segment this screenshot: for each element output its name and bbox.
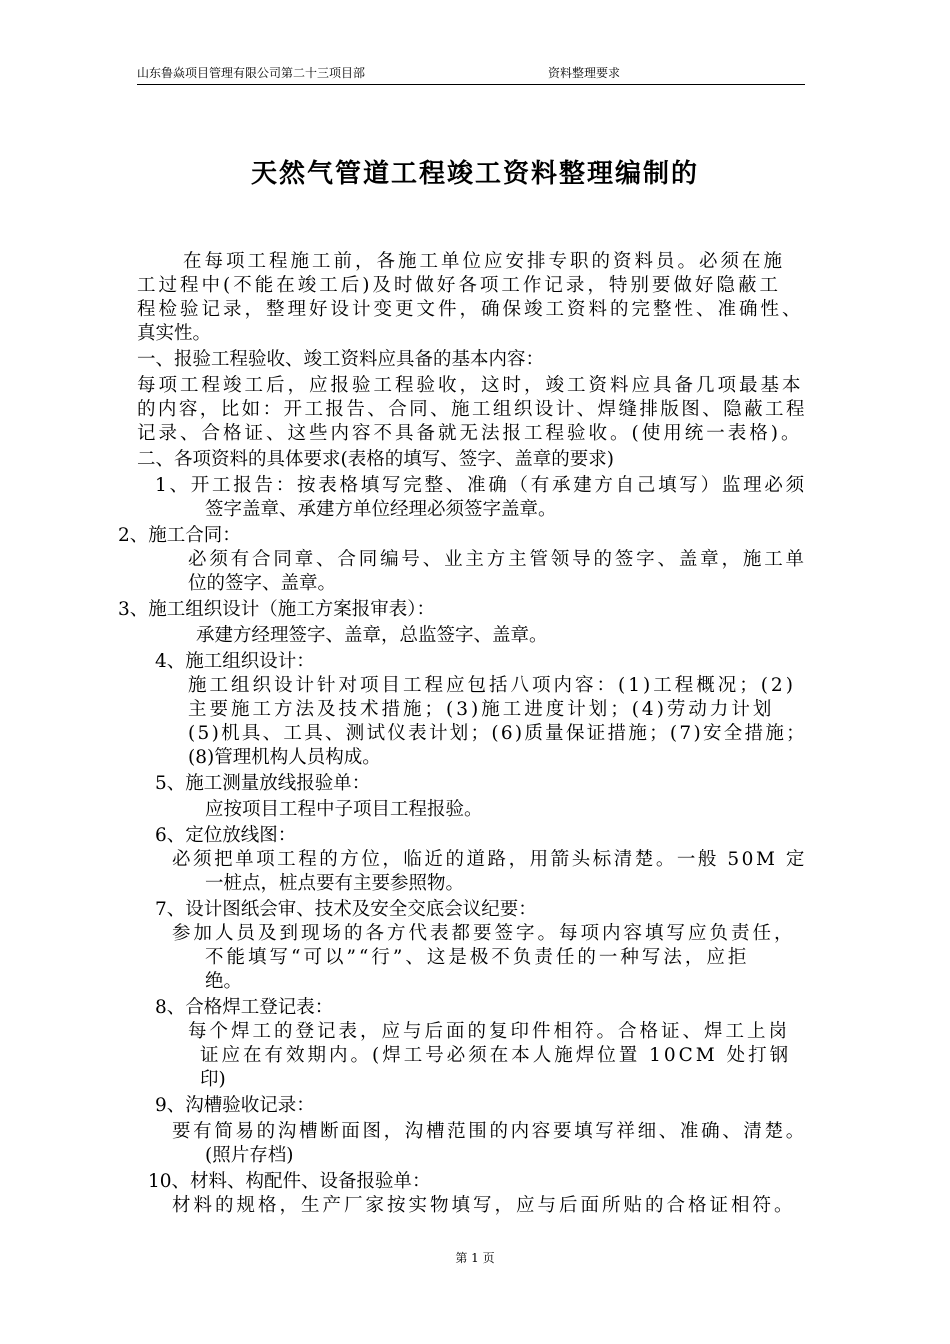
item-heading: 5、施工测量放线报验单： xyxy=(155,773,371,794)
text-line: 应按项目工程中子项目工程报验。 xyxy=(205,799,483,820)
text-line: 签字盖章、承建方单位经理必须签字盖章。 xyxy=(205,499,557,520)
item-heading: 4、施工组织设计： xyxy=(155,651,315,672)
text-line: 真实性。 xyxy=(137,323,212,344)
text-line: 一桩点，桩点要有主要参照物。 xyxy=(205,873,465,894)
text-line: 不能填写“可以”“行”、这是极不负责任的一种写法，应拒 xyxy=(205,947,750,968)
text-line: (5)机具、工具、测试仪表计划；(6)质量保证措施；(7)安全措施； xyxy=(188,723,807,744)
page-header xyxy=(137,64,805,85)
section-heading: 一、报验工程验收、竣工资料应具备的基本内容： xyxy=(137,349,545,370)
item-heading: 8、合格焊工登记表： xyxy=(155,997,334,1018)
text-line: 记录、合格证、这些内容不具备就无法报工程验收。(使用统一表格)。 xyxy=(137,423,803,444)
text-line: 印) xyxy=(200,1069,226,1090)
item-heading: 10、材料、构配件、设备报验单： xyxy=(148,1171,431,1192)
text-line: 证应在有效期内。(焊工号必须在本人施焊位置 10CM 处打钢 xyxy=(200,1045,792,1066)
page-number: 第 1 页 xyxy=(455,1251,495,1265)
text-line: 要有简易的沟槽断面图，沟槽范围的内容要填写祥细、准确、清楚。 xyxy=(172,1121,807,1142)
text-line: 每项工程竣工后，应报验工程验收，这时，竣工资料应具备几项最基本 xyxy=(137,375,804,396)
text-line: 工过程中(不能在竣工后)及时做好各项工作记录，特别要做好隐蔽工 xyxy=(137,275,781,296)
item-heading: 7、设计图纸会审、技术及安全交底会议纪要： xyxy=(155,899,537,920)
item-heading: 2、施工合同： xyxy=(118,525,241,546)
item-heading: 6、定位放线图： xyxy=(155,825,297,846)
text-line: 施工组织设计针对项目工程应包括八项内容：(1)工程概况；(2) xyxy=(188,675,796,696)
text-line: 每个焊工的登记表，应与后面的复印件相符。合格证、焊工上岗 xyxy=(188,1021,791,1042)
text-line: 材料的规格，生产厂家按实物填写，应与后面所贴的合格证相符。 xyxy=(172,1195,796,1216)
header-section: 资料整理要求 xyxy=(548,66,621,80)
document-title: 天然气管道工程竣工资料整理编制的 xyxy=(250,159,699,189)
text-line: 参加人员及到现场的各方代表都要签字。每项内容填写应负责任， xyxy=(172,923,796,944)
text-line: 位的签字、盖章。 xyxy=(188,573,337,594)
text-line: (照片存档) xyxy=(205,1145,294,1166)
text-line: 程检验记录，整理好设计变更文件，确保竣工资料的完整性、准确性、 xyxy=(137,299,804,320)
text-line: (8)管理机构人员构成。 xyxy=(188,747,381,768)
item-heading: 3、施工组织设计（施工方案报审表）： xyxy=(118,599,436,620)
text-line: 主要施工方法及技术措施；(3)施工进度计划；(4)劳动力计划 xyxy=(188,699,775,720)
item-heading: 1、开工报告：按表格填写完整、准确（有承建方自己填写）监理必须 xyxy=(155,475,807,496)
text-line: 必须把单项工程的方位，临近的道路，用箭头标清楚。一般 50M 定 xyxy=(172,849,807,870)
text-line: 在每项工程施工前，各施工单位应安排专职的资料员。必须在施 xyxy=(183,251,786,272)
text-line: 承建方经理签字、盖章，总监签字、盖章。 xyxy=(196,625,548,646)
section-heading: 二、各项资料的具体要求(表格的填写、签字、盖章的要求) xyxy=(137,449,614,470)
text-line: 绝。 xyxy=(205,971,243,992)
text-line: 必须有合同章、合同编号、业主方主管领导的签字、盖章，施工单 xyxy=(188,549,807,570)
header-company: 山东鲁焱项目管理有限公司第二十三项目部 xyxy=(137,66,366,80)
text-line: 的内容，比如：开工报告、合同、施工组织设计、焊缝排版图、隐蔽工程 xyxy=(137,399,807,420)
item-heading: 9、沟槽验收记录： xyxy=(155,1095,315,1116)
